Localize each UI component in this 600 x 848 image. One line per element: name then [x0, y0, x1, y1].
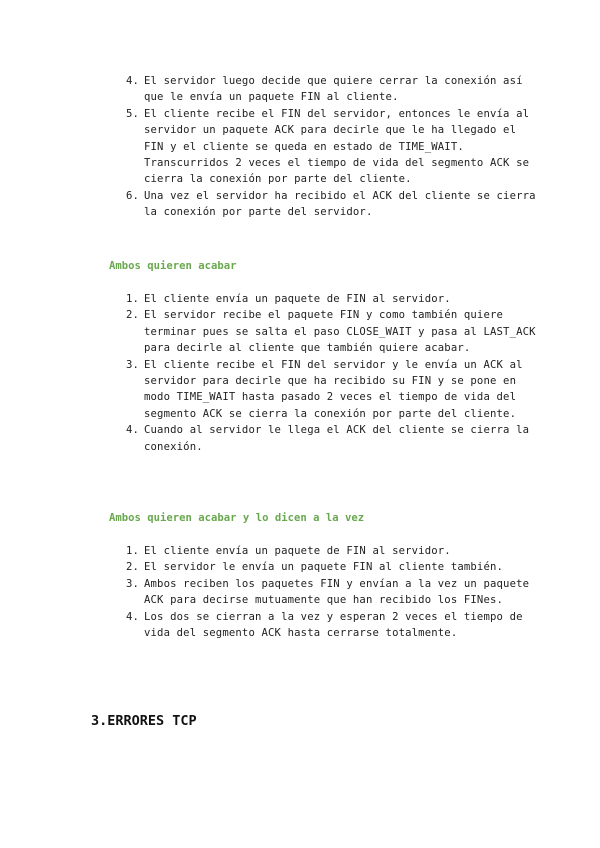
item-number: 4.: [126, 610, 140, 623]
item-number: 2.: [126, 561, 140, 574]
list-item: [126, 307, 536, 356]
item-text: El cliente recibe el FIN del servidor, entonces le envía al servidor un paquete ACK para decirle que le ha llegado el FIN y el cliente se queda en estado de TIME_WAIT. Transcurridos 2 veces el tiempo de vida del segmento ACK se cierra la conexión por parte del cliente.: [144, 107, 530, 186]
list-item: [126, 559, 536, 575]
both-close-steps-list: [126, 291, 536, 455]
item-number: 5.: [126, 107, 140, 120]
list-item: [126, 543, 536, 559]
item-text: Cuando al servidor le llega el ACK del cliente se cierra la conexión.: [144, 424, 530, 453]
item-number: 4.: [126, 75, 140, 87]
item-text: El servidor le envía un paquete FIN al cliente también.: [144, 561, 504, 574]
list-item: [126, 357, 536, 423]
section-title-errores-tcp: 3.ERRORES TCP: [91, 713, 197, 729]
item-number: 3.: [126, 358, 140, 371]
subheading-both-close: Ambos quieren acabar: [109, 260, 237, 272]
item-text: Una vez el servidor ha recibido el ACK del cliente se cierra la conexión por parte del servidor.: [144, 189, 536, 219]
item-number: 3.: [126, 577, 140, 590]
simultaneous-close-steps-list: [126, 543, 536, 641]
list-item: [126, 291, 536, 307]
item-text: El cliente envía un paquete de FIN al servidor.: [144, 545, 451, 557]
item-text: El servidor luego decide que quiere cerrar la conexión así que le envía un paquete FIN al cliente.: [144, 75, 523, 104]
list-item: [126, 576, 536, 609]
item-text: El cliente envía un paquete de FIN al servidor.: [144, 293, 451, 305]
subheading-simultaneous-close: Ambos quieren acabar y lo dicen a la vez: [109, 512, 365, 524]
item-number: 1.: [126, 545, 140, 557]
item-number: 1.: [126, 293, 140, 305]
list-item: [126, 422, 536, 455]
item-text: El cliente recibe el FIN del servidor y le envía un ACK al servidor para decirle que ha recibido su FIN y se pone en modo TIME_WAIT hasta pasado 2 veces el tiempo de vida del segmento ACK se cierra la conexión por parte del cliente.: [144, 358, 523, 420]
item-text: El servidor recibe el paquete FIN y como también quiere terminar pues se salta el paso CLOSE_WAIT y pasa al LAST_ACK para decirle al cliente que también quiere acabar.: [144, 309, 536, 355]
list-item: [126, 106, 536, 188]
list-item: [126, 73, 536, 106]
item-number: 6.: [126, 189, 140, 202]
list-item: [126, 188, 536, 221]
closing-steps-list: [126, 73, 536, 221]
item-text: Ambos reciben los paquetes FIN y envían a la vez un paquete ACK para decirse mutuamente que han recibido los FINes.: [144, 577, 530, 607]
list-item: [126, 609, 536, 642]
item-text: Los dos se cierran a la vez y esperan 2 veces el tiempo de vida del segmento ACK hasta cerrarse totalmente.: [144, 610, 523, 640]
item-number: 4.: [126, 424, 140, 437]
item-number: 2.: [126, 309, 140, 322]
